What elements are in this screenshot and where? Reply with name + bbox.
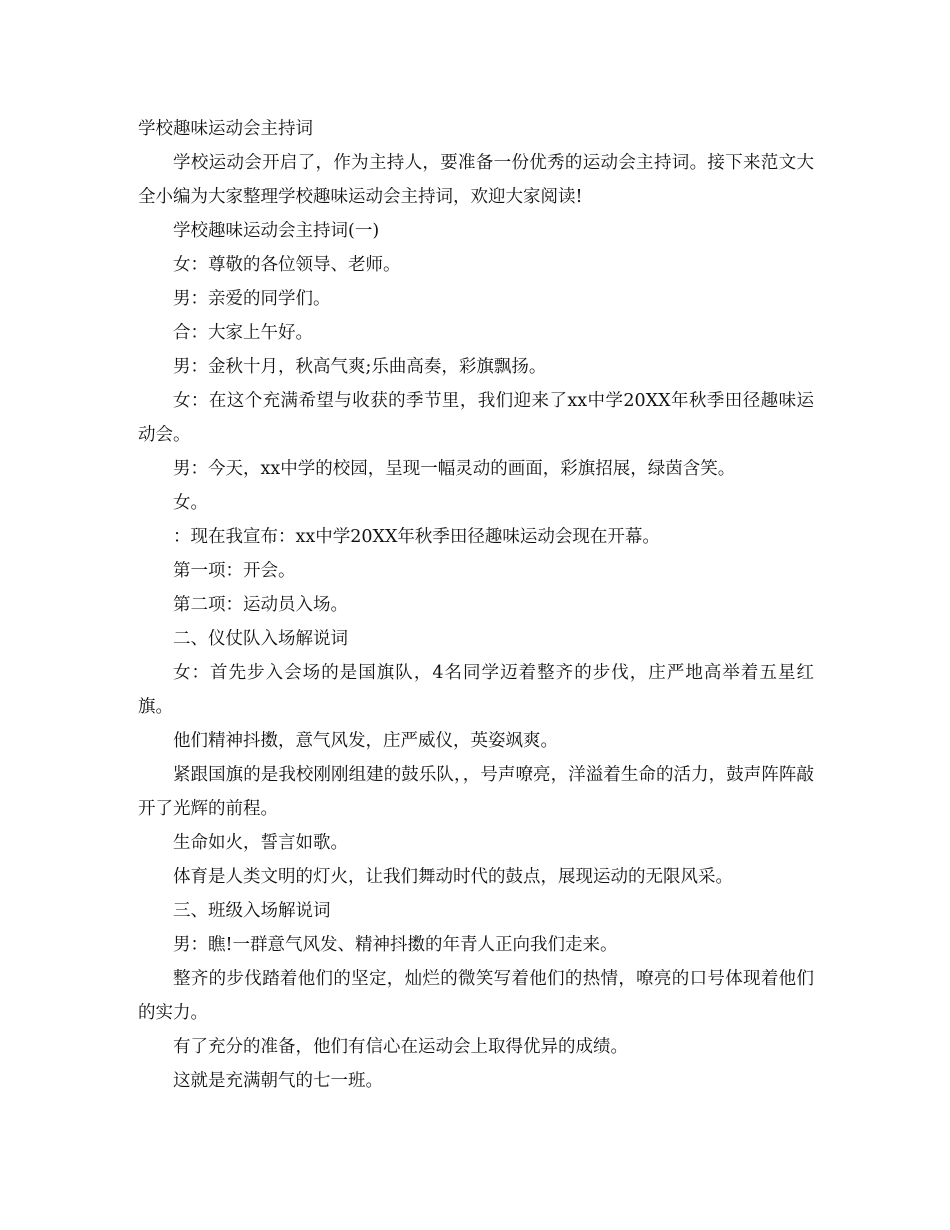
- paragraph: 女：尊敬的各位领导、老师。: [173, 255, 401, 275]
- paragraph: 女：在这个充满希望与收获的季节里，我们迎来了xx中学20XX年秋季田径趣味运动会。: [138, 391, 814, 445]
- document-title: 学校趣味运动会主持词: [138, 119, 313, 139]
- paragraph: 这就是充满朝气的七一班。: [173, 1071, 383, 1091]
- document-body: [138, 112, 814, 1098]
- section-heading-2: 二、仪仗队入场解说词: [173, 629, 348, 649]
- paragraph: 整齐的步伐踏着他们的坚定，灿烂的微笑写着他们的热情，嘹亮的口号体现着他们的实力。: [138, 969, 814, 1023]
- paragraph: 男：今天，xx中学的校园，呈现一幅灵动的画面，彩旗招展，绿茵含笑。: [173, 459, 736, 479]
- paragraph: 有了充分的准备，他们有信心在运动会上取得优异的成绩。: [173, 1037, 628, 1057]
- section-heading-3: 三、班级入场解说词: [173, 901, 331, 921]
- paragraph: 生命如火，誓言如歌。: [173, 833, 348, 853]
- paragraph: 女：首先步入会场的是国旗队，4名同学迈着整齐的步伐，庄严地高举着五星红旗。: [138, 663, 814, 717]
- paragraph: ：现在我宣布：xx中学20XX年秋季田径趣味运动会现在开幕。: [173, 527, 660, 547]
- paragraph: 合：大家上午好。: [173, 323, 313, 343]
- paragraph: 紧跟国旗的是我校刚刚组建的鼓乐队，，号声嘹亮，洋溢着生命的活力，鼓声阵阵敲开了光辉的前程。: [138, 765, 814, 819]
- paragraph: 男：瞧!一群意气风发、精神抖擞的年青人正向我们走来。: [173, 935, 618, 955]
- paragraph: 男：金秋十月，秋高气爽;乐曲高奏，彩旗飘扬。: [173, 357, 547, 377]
- paragraph: 他们精神抖擞，意气风发，庄严威仪，英姿飒爽。: [173, 731, 558, 751]
- paragraph: 第二项：运动员入场。: [173, 595, 348, 615]
- paragraph: 女。: [173, 493, 208, 513]
- paragraph: 男：亲爱的同学们。: [173, 289, 331, 309]
- paragraph: 体育是人类文明的灯火，让我们舞动时代的鼓点，展现运动的无限风采。: [173, 867, 733, 887]
- section-heading-1: 学校趣味运动会主持词(一): [173, 221, 380, 241]
- paragraph-intro: 学校运动会开启了，作为主持人，要准备一份优秀的运动会主持词。接下来范文大全小编为大家整理学校趣味运动会主持词，欢迎大家阅读!: [138, 153, 814, 207]
- paragraph: 第一项：开会。: [173, 561, 296, 581]
